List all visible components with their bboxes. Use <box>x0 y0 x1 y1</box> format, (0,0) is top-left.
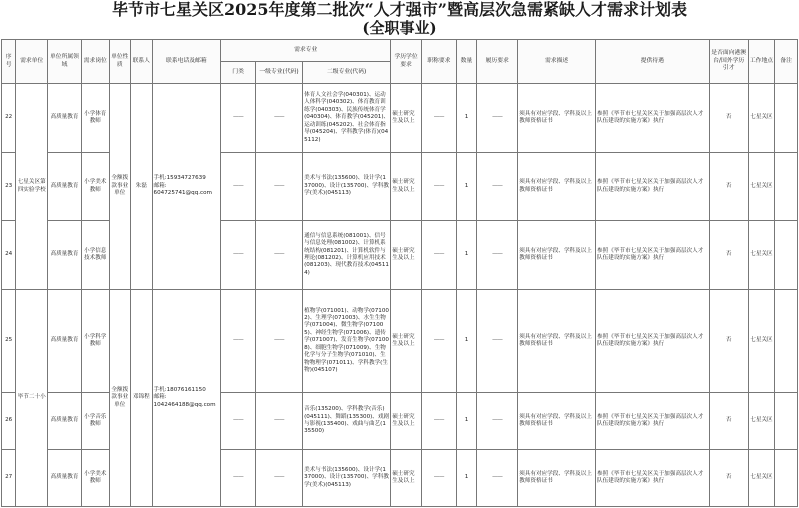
degree-cell: 硕士研究生及以上 <box>391 84 422 153</box>
title-req-cell: —— <box>421 393 456 450</box>
email-label: 邮箱: <box>153 394 167 401</box>
remarks-cell <box>775 393 798 450</box>
location-cell: 七星关区 <box>748 290 775 393</box>
category-cell: —— <box>221 450 256 507</box>
field-cell: 高质量教育 <box>48 393 82 450</box>
remarks-cell <box>775 221 798 290</box>
email-label: 邮箱: <box>153 182 167 189</box>
degree-cell: 硕士研究生及以上 <box>391 153 422 221</box>
experience-cell: —— <box>477 450 518 507</box>
second-level-cell: 体育人文社会学(040301)、运动人体科学(040302)、体育教育训练学(040303)、民族传统体育学(040304)、体育教学(045201)、运动训练(045202)、社会体育指导(045204)、学科教学(体育)(045112) <box>303 84 391 153</box>
first-level-cell: —— <box>255 84 302 153</box>
count-cell: 1 <box>456 393 476 450</box>
experience-cell: —— <box>477 393 518 450</box>
experience-cell: —— <box>477 290 518 393</box>
header-no: 序号 <box>2 40 16 84</box>
remarks-cell <box>775 84 798 153</box>
description-cell: 须具有对应学段、学科及以上教师资格证书 <box>518 290 596 393</box>
row-no: 25 <box>2 290 16 393</box>
field-cell: 高质量教育 <box>48 84 82 153</box>
degree-cell: 硕士研究生及以上 <box>391 221 422 290</box>
position-cell: 小学美术教师 <box>81 450 109 507</box>
row-no: 24 <box>2 221 16 290</box>
location-cell: 七星关区 <box>748 393 775 450</box>
row-no: 22 <box>2 84 16 153</box>
location-cell: 七星关区 <box>748 153 775 221</box>
header-first-level: 一级专业(代码) <box>255 62 302 84</box>
guide-cell: 否 <box>709 153 748 221</box>
first-level-cell: —— <box>255 393 302 450</box>
header-title-req: 职称要求 <box>421 40 456 84</box>
header-description: 需求描述 <box>518 40 596 84</box>
field-cell: 高质量教育 <box>48 153 82 221</box>
phone-email-cell <box>152 290 221 507</box>
second-level-cell: 植物学(071001)、动物学(071002)、生理学(071003)、水生生物学(071004)、微生物学(071005)、神经生物学(071006)、遗传学(071007)、发育生物学(071008)、细胞生物学(071009)、生物化学与分子生物学(071010)、生物物理学(071011)、学科教学(生物)(045107) <box>303 290 391 393</box>
row-no: 23 <box>2 153 16 221</box>
title-req-cell: —— <box>421 221 456 290</box>
degree-cell: 硕士研究生及以上 <box>391 450 422 507</box>
remarks-cell <box>775 290 798 393</box>
row-no: 27 <box>2 450 16 507</box>
first-level-cell: —— <box>255 450 302 507</box>
benefits-cell: 参照《毕节市七星关区关于加强高层次人才队伍建设的实施方案》执行 <box>596 153 710 221</box>
description-cell: 须具有对应学段、学科及以上教师资格证书 <box>518 450 596 507</box>
page-title: 毕节市七星关区2025年度第二批次“人才强市”暨高层次急需紧缺人才需求计划表 <box>112 0 687 19</box>
header-remarks: 备注 <box>775 40 798 84</box>
remarks-cell <box>775 450 798 507</box>
header-experience: 履历要求 <box>477 40 518 84</box>
contact-cell: 朱磊 <box>131 84 153 290</box>
row-no: 26 <box>2 393 16 450</box>
experience-cell: —— <box>477 221 518 290</box>
description-cell: 须具有对应学段、学科及以上教师资格证书 <box>518 221 596 290</box>
field-cell: 高质量教育 <box>48 290 82 393</box>
guide-cell: 否 <box>709 221 748 290</box>
category-cell: —— <box>221 84 256 153</box>
guide-cell: 否 <box>709 393 748 450</box>
header-field: 单位所属领域 <box>48 40 82 84</box>
header-location: 工作地点 <box>748 40 775 84</box>
second-level-cell: 美术与书法(135600)、设计学(137000)、设计(135700)、学科教学(美术)(045113) <box>303 450 391 507</box>
header-benefits: 提供待遇 <box>596 40 710 84</box>
header-contact: 联系人 <box>131 40 153 84</box>
count-cell: 1 <box>456 153 476 221</box>
phone-email-cell <box>152 84 221 290</box>
title-req-cell: —— <box>421 450 456 507</box>
header-position: 需求岗位 <box>81 40 109 84</box>
position-cell: 小学科学教师 <box>81 290 109 393</box>
position-cell: 小学美术教师 <box>81 153 109 221</box>
header-second-level: 二级专业(代码) <box>303 62 391 84</box>
category-cell: —— <box>221 153 256 221</box>
second-level-cell: 音乐(135200)、学科教学(音乐)(045111)、舞蹈(135300)、戏剧与影视(135400)、戏曲与曲艺(135500) <box>303 393 391 450</box>
position-cell: 小学音乐教师 <box>81 393 109 450</box>
guide-cell: 否 <box>709 450 748 507</box>
first-level-cell: —— <box>255 290 302 393</box>
second-level-cell: 通信与信息系统(081001)、信号与信息处理(081002)、计算机系统结构(081201)、计算机软件与理论(081202)、计算机应用技术(081203)、现代教育技术(045114) <box>303 221 391 290</box>
guide-cell: 否 <box>709 290 748 393</box>
first-level-cell: —— <box>255 221 302 290</box>
first-level-cell: —— <box>255 153 302 221</box>
email-text: 1042464188@qq.com <box>153 401 216 408</box>
count-cell: 1 <box>456 290 476 393</box>
benefits-cell: 参照《毕节市七星关区关于加强高层次人才队伍建设的实施方案》执行 <box>596 84 710 153</box>
email-text: 604725741@qq.com <box>153 190 212 197</box>
location-cell: 七星关区 <box>748 221 775 290</box>
remarks-cell <box>775 153 798 221</box>
field-cell: 高质量教育 <box>48 450 82 507</box>
header-guide: 是否面向港澳台/国外学历引才 <box>709 40 748 84</box>
nature-cell: 全额拨款事业单位 <box>109 290 131 507</box>
count-cell: 1 <box>456 221 476 290</box>
header-phone-email: 联系电话及邮箱 <box>152 40 221 84</box>
benefits-cell: 参照《毕节市七星关区关于加强高层次人才队伍建设的实施方案》执行 <box>596 221 710 290</box>
nature-cell: 全额拨款事业单位 <box>109 84 131 290</box>
position-cell: 小学信息技术教师 <box>81 221 109 290</box>
benefits-cell: 参照《毕节市七星关区关于加强高层次人才队伍建设的实施方案》执行 <box>596 290 710 393</box>
position-cell: 小学体育教师 <box>81 84 109 153</box>
location-cell: 七星关区 <box>748 84 775 153</box>
description-cell: 须具有对应学段、学科及以上教师资格证书 <box>518 84 596 153</box>
category-cell: —— <box>221 393 256 450</box>
location-cell: 七星关区 <box>748 450 775 507</box>
category-cell: —— <box>221 221 256 290</box>
title-req-cell: —— <box>421 290 456 393</box>
page-subtitle: (全职事业) <box>362 19 437 37</box>
header-category: 门类 <box>221 62 256 84</box>
description-cell: 须具有对应学段、学科及以上教师资格证书 <box>518 393 596 450</box>
title-req-cell: —— <box>421 84 456 153</box>
header-nature: 单位性质 <box>109 40 131 84</box>
table-row <box>2 84 798 153</box>
phone-text: 手机:15934727639 <box>153 175 206 182</box>
employer-cell: 毕节二十小 <box>16 290 48 507</box>
experience-cell: —— <box>477 84 518 153</box>
description-cell: 须具有对应学段、学科及以上教师资格证书 <box>518 153 596 221</box>
experience-cell: —— <box>477 153 518 221</box>
benefits-cell: 参照《毕节市七星关区关于加强高层次人才队伍建设的实施方案》执行 <box>596 393 710 450</box>
title-req-cell: —— <box>421 153 456 221</box>
header-major-group: 需求专业 <box>221 40 391 62</box>
degree-cell: 硕士研究生及以上 <box>391 290 422 393</box>
phone-text: 手机:18076161150 <box>153 386 206 393</box>
contact-cell: 邓锦程 <box>131 290 153 507</box>
header-degree: 学历学位要求 <box>391 40 422 84</box>
requirements-table <box>1 39 798 507</box>
count-cell: 1 <box>456 450 476 507</box>
guide-cell: 否 <box>709 84 748 153</box>
table-row <box>2 290 798 393</box>
category-cell: —— <box>221 290 256 393</box>
count-cell: 1 <box>456 84 476 153</box>
employer-cell: 七星关区第四实验学校 <box>16 84 48 290</box>
header-count: 数量 <box>456 40 476 84</box>
second-level-cell: 美术与书法(135600)、设计学(137000)、设计(135700)、学科教学(美术)(045113) <box>303 153 391 221</box>
field-cell: 高质量教育 <box>48 221 82 290</box>
header-employer: 需求单位 <box>16 40 48 84</box>
degree-cell: 硕士研究生及以上 <box>391 393 422 450</box>
benefits-cell: 参照《毕节市七星关区关于加强高层次人才队伍建设的实施方案》执行 <box>596 450 710 507</box>
